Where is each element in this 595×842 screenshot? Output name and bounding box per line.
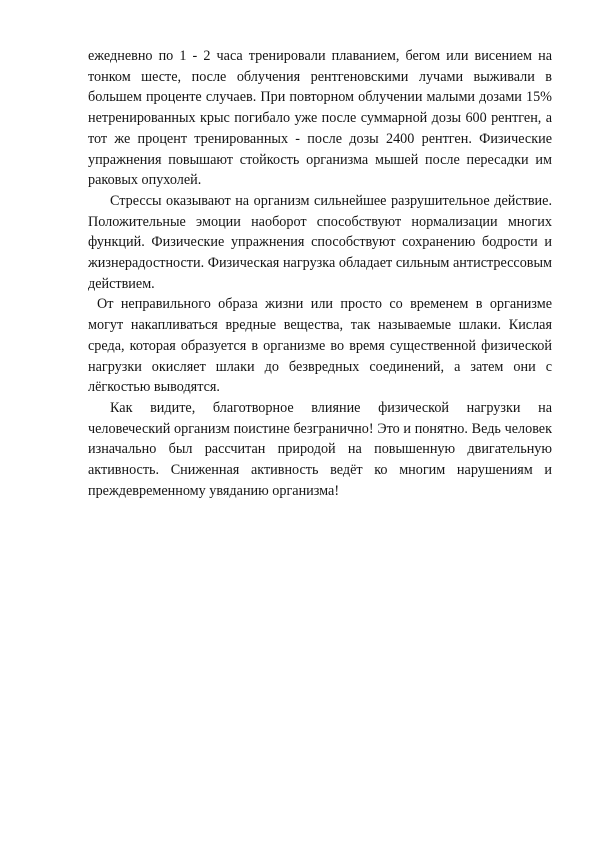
paragraph-1: ежедневно по 1 - 2 часа тренировали плаванием, бегом или висением на тонком шесте, после облучения рентгеновскими лучами выживали в большем проценте случаев. При повторном облучении малыми дозами 15% нетренированных крыс погибало уже после суммарной дозы 600 рентген, а тот же процент тренированных - после дозы 2400 рентген. Физические упражнения повышают стойкость организма мышей после пересадки им раковых опухолей. (88, 48, 552, 189)
document-body (88, 46, 552, 501)
paragraph-3: От неправильного образа жизни или просто со временем в организме могут накапливаться вредные вещества, так называемые шлаки. Кислая среда, которая образуется в организме во время существенной физической нагрузки окисляет шлаки до безвредных соединений, а затем они с лёгкостью выводятся. (88, 296, 552, 396)
paragraph-4: Как видите, благотворное влияние физической нагрузки на человеческий организм поистине безгранично! Это и понятно. Ведь человек изначально был рассчитан природой на повышенную двигательную активность. Сниженная активность ведёт ко многим нарушениям и преждевременному увяданию организма! (88, 399, 552, 499)
paragraph-2: Стрессы оказывают на организм сильнейшее разрушительное действие. Положительные эмоции наоборот способствуют нормализации многих функций. Физические упражнения способствуют сохранению бодрости и жизнерадостности. Физическая нагрузка обладает сильным антистрессовым действием. (88, 192, 552, 292)
